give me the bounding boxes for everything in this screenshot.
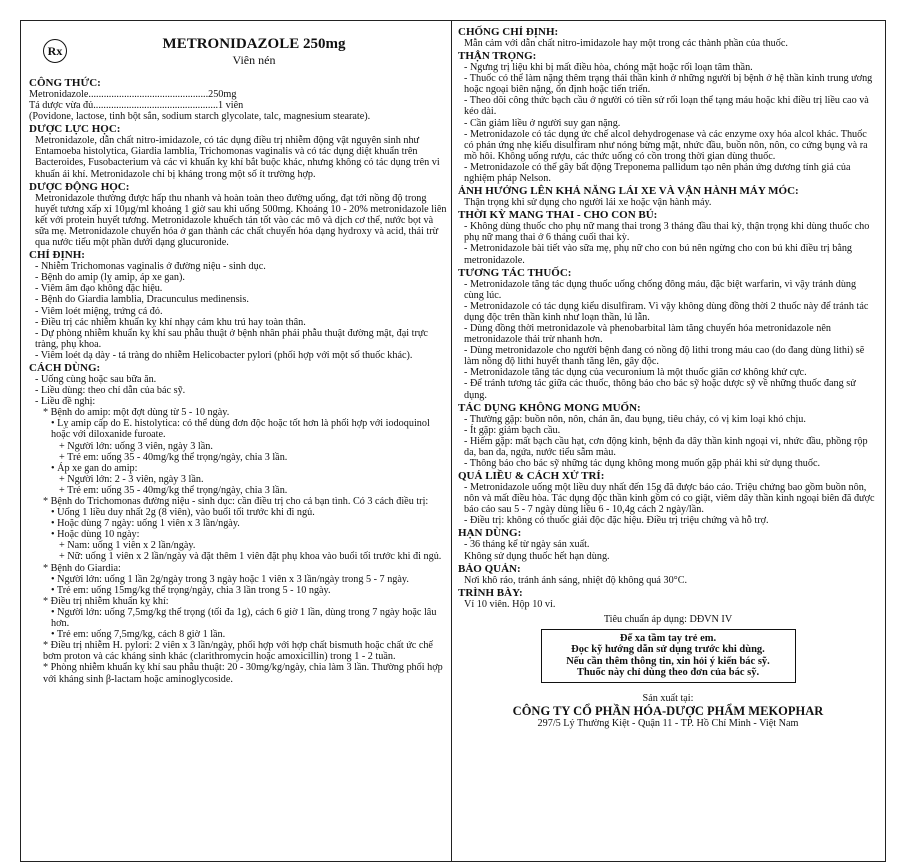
than-trong-item: - Metronidazole có tác dụng ức chế alcol dehydrogenase và các enzyme oxy hóa alcol khác. Thuốc có phản ứng nhẹ kiểu disulfiram như nóng bừng mặt, nhức đầu, buồn nôn, nôn, co cứng bụng và ra mồ hôi. Không uống rượu, các thức uống có cồn trong thời gian dùng thuốc.: [464, 128, 868, 162]
cach-dung-item: • Hoặc dùng 7 ngày: uống 1 viên x 3 lần/ngày.: [51, 518, 240, 530]
chi-dinh-item: - Bệnh do amip (lỵ amip, áp xe gan).: [35, 272, 185, 284]
chong-chi-dinh-text: Mẫn cảm với dẫn chất nitro-imidazole hay một trong các thành phần của thuốc.: [464, 38, 788, 49]
cach-dung-item: + Người lớn: uống 3 viên, ngày 3 lần.: [59, 440, 213, 452]
chi-dinh-item: - Viêm âm đạo không đặc hiệu.: [35, 283, 163, 295]
bao-quan-heading: BẢO QUẢN:: [458, 562, 521, 575]
chi-dinh-item: - Dự phòng nhiễm khuẩn kỵ khí sau phẫu thuật ở bệnh nhân phải phẫu thuật đường mật, đại trực tràng, phụ khoa.: [35, 327, 428, 350]
manufacturer-label: Sản xuất tại:: [642, 692, 694, 704]
chi-dinh-list: [29, 261, 449, 361]
chi-dinh-item: - Viêm loét miệng, trứng cá đỏ.: [35, 305, 163, 317]
anh-huong-heading: ẢNH HƯỞNG LÊN KHẢ NĂNG LÁI XE VÀ VẬN HÀNH MÁY MÓC:: [458, 185, 799, 198]
cach-dung-item: • Trẻ em: uống 7,5mg/kg, cách 8 giờ 1 lần.: [51, 629, 226, 641]
duoc-luc-hoc-text: Metronidazole, dẫn chất nitro-imidazole, có tác dụng điều trị nhiễm động vật nguyên sinh như Entamoeba histolytica, Giardia lamblia, Trichomonas vaginalis và có tác dụng diệt khuẩn trên Bacteroides, Fusobacterium và các vi khuẩn kỵ khí bắt buộc khác, nhưng không có tác dụng trên vi khuẩn ái khí. Metronidazole chỉ bị kháng trong một số ít trường hợp.: [35, 135, 440, 180]
than-trong-item: - Ngưng trị liệu khi bị mất điều hòa, chóng mặt hoặc rối loạn tâm thần.: [464, 62, 753, 74]
cach-dung-item: • Người lớn: uống 7,5mg/kg thể trọng (tối đa 1g), cách 6 giờ 1 lần, dùng trong 7 ngày hoặc lâu hơn.: [51, 606, 437, 630]
cach-dung-heading: CÁCH DÙNG:: [29, 361, 101, 374]
than-trong-item: - Metronidazole có thể gây bất động Treponema pallidum tạo nên phản ứng dương tính giả của nghiệm pháp Nelson.: [464, 161, 851, 185]
duoc-dong-hoc-text: Metronidazole thường được hấp thu nhanh và hoàn toàn theo đường uống, đạt tới nồng độ trong huyết tương xấp xỉ 10µg/ml khoảng 1 giờ sau khi uống 500mg. Khoảng 10 - 20% metronidazole liên kết với protein huyết tương. Metronidazole khuếch tán tốt vào các mô và dịch cơ thể, nước bọt và sữa mẹ. Metronidazole chuyển hóa ở gan thành các chất chuyển hóa dạng hydroxy và acid, thải trừ qua nước tiểu một phần dưới dạng glucuronide.: [35, 192, 447, 249]
cach-dung-item: • Hoặc dùng 10 ngày:: [51, 529, 140, 541]
cach-dung-item: * Bệnh do amip: một đợt dùng từ 5 - 10 ngày.: [43, 407, 230, 419]
qua-lieu-item: - Điều trị: không có thuốc giải độc đặc hiệu. Điều trị triệu chứng và hỗ trợ.: [464, 515, 769, 527]
chi-dinh-item: - Điều trị các nhiễm khuẩn kỵ khí nhạy cảm khu trú hay toàn thân.: [35, 316, 306, 328]
chi-dinh-heading: CHỈ ĐỊNH:: [29, 249, 85, 262]
tac-dung-phu-list: [458, 414, 878, 469]
tac-dung-phu-item: - Thường gặp: buồn nôn, nôn, chán ăn, đau bụng, tiêu chảy, có vị kim loại khó chịu.: [464, 413, 806, 425]
han-dung-line-1: - 36 tháng kể từ ngày sản xuất.: [464, 539, 590, 551]
thai-ky-item: - Không dùng thuốc cho phụ nữ mang thai trong 3 tháng đầu thai kỳ, thận trọng khi dùng thuốc cho phụ nữ mang thai ở 6 tháng cuối thai kỳ.: [464, 221, 870, 244]
cong-thuc-heading: CÔNG THỨC:: [29, 77, 101, 89]
cach-dung-item: - Liều đề nghị:: [35, 396, 96, 408]
tac-dung-phu-item: - Hiếm gặp: mất bạch cầu hạt, cơn động kinh, bệnh đa dây thần kinh ngoại vi, nhức đầu, phồng rộp da, ban da, ngứa, nước tiểu sẫm màu.: [464, 435, 868, 458]
cach-dung-item: - Uống cùng hoặc sau bữa ăn.: [35, 373, 157, 385]
qua-lieu-heading: QUÁ LIỀU & CÁCH XỬ TRÍ:: [458, 470, 605, 483]
cach-dung-item: + Trẻ em: uống 35 - 40mg/kg thể trọng/ngày, chia 3 lần.: [59, 451, 288, 463]
than-trong-item: - Thuốc có thể làm nặng thêm trạng thái thần kinh ở những người bị bệnh ở hệ thần kinh trung ương hoặc ngoại biên nặng, ổn định hoặc tiến triển.: [464, 73, 873, 96]
warning-box: [541, 629, 796, 683]
cach-dung-list: [29, 374, 449, 685]
column-divider: [451, 21, 452, 861]
tac-dung-phu-heading: TÁC DỤNG KHÔNG MONG MUỐN:: [458, 401, 641, 414]
tuong-tac-item: - Dùng metronidazole cho người bệnh đang có nồng độ lithi trong máu cao (do đang dùng lithi) sẽ làm nồng độ lithi huyết thanh tăng lên, gây độc.: [464, 345, 865, 368]
warning-line: Thuốc này chỉ dùng theo đơn của bác sỹ.: [576, 667, 760, 679]
duoc-dong-hoc-heading: DƯỢC ĐỘNG HỌC:: [29, 180, 130, 193]
than-trong-item: - Cần giảm liều ở người suy gan nặng.: [464, 117, 621, 129]
left-column: [29, 25, 449, 685]
cach-dung-item: + Trẻ em: uống 35 - 40mg/kg thể trọng/ngày, chia 3 lần.: [59, 484, 288, 496]
chi-dinh-item: - Viêm loét dạ dày - tá tràng do nhiễm Helicobacter pylori (phối hợp với một số thuốc khác).: [35, 349, 413, 361]
cach-dung-item: • Trẻ em: uống 15mg/kg thể trọng/ngày, chia 3 lần trong 5 - 10 ngày.: [51, 584, 331, 596]
thai-ky-item: - Metronidazole bài tiết vào sữa mẹ, phụ nữ cho con bú nên ngừng cho con bú khi điều trị bằng metronidazole.: [464, 243, 853, 266]
leaflet: [20, 20, 886, 862]
tuong-tac-item: - Để tránh tương tác giữa các thuốc, thông báo cho bác sỹ hoặc dược sỹ về những thuốc đang sử dụng.: [464, 378, 856, 401]
tuong-tac-item: - Metronidazole tăng tác dụng thuốc uống chống đông máu, đặc biệt warfarin, vì vậy tránh dùng cùng lúc.: [464, 278, 857, 301]
cach-dung-item: * Điều trị nhiễm H. pylori: 2 viên x 3 lần/ngày, phối hợp với hợp chất bismuth hoặc chất ức chế bơm proton và các kháng sinh khác (clarithromycin hoặc amoxicillin) trong 1 - 2 tuần.: [43, 640, 433, 663]
tuong-tac-item: - Metronidazole tăng tác dụng của vecuronium là một thuốc giãn cơ không khử cực.: [464, 367, 807, 379]
cach-dung-item: * Phòng nhiễm khuẩn kỵ khí sau phẫu thuật: 20 - 30mg/kg/ngày, chia làm 3 lần. Thường phối hợp với kháng sinh β-lactam hoặc aminoglycoside.: [43, 662, 443, 685]
cach-dung-item: + Người lớn: 2 - 3 viên, ngày 3 lần.: [59, 473, 204, 485]
warning-line: Nếu cần thêm thông tin, xin hỏi ý kiến bác sỹ.: [566, 655, 770, 667]
warning-line: Đọc kỹ hướng dẫn sử dụng trước khi dùng.: [571, 644, 765, 656]
han-dung-line-2: Không sử dụng thuốc hết hạn dùng.: [464, 550, 610, 562]
cach-dung-item: * Bệnh do Trichomonas đường niệu - sinh dục: cần điều trị cho cả bạn tình. Có 3 cách điều trị:: [43, 496, 429, 507]
than-trong-list: [458, 62, 878, 184]
tuong-tac-item: - Metronidazole có tác dụng kiểu disulfiram. Vì vậy không dùng đồng thời 2 thuốc này để tránh tác dụng độc trên thần kinh như loạn thần, lú lẫn.: [464, 300, 869, 323]
cach-dung-item: • Áp xe gan do amip:: [51, 462, 138, 474]
tuong-tac-heading: TƯƠNG TÁC THUỐC:: [458, 266, 572, 279]
trinh-bay-heading: TRÌNH BÀY:: [458, 586, 523, 599]
warning-line: Để xa tầm tay trẻ em.: [619, 632, 717, 644]
thai-ky-list: [458, 221, 878, 265]
manufacturer-company: CÔNG TY CỔ PHẦN HÓA-DƯỢC PHẨM MEKOPHAR: [512, 704, 824, 719]
trinh-bay-text: Vỉ 10 viên. Hộp 10 vỉ.: [464, 598, 556, 610]
rx-icon: Rx: [43, 39, 67, 63]
than-trong-heading: THẬN TRỌNG:: [458, 50, 537, 63]
manufacturer-address: 297/5 Lý Thường Kiệt - Quận 11 - TP. Hồ Chí Minh - Việt Nam: [537, 718, 799, 730]
cach-dung-item: • Uống 1 liều duy nhất 2g (8 viên), vào buổi tối trước khi đi ngủ.: [51, 507, 315, 519]
qua-lieu-item: - Metronidazole uống một liều duy nhất đến 15g đã được báo cáo. Triệu chứng bao gồm buồn nôn, nôn và mất điều hòa. Tác dụng độc thần kinh gồm có co giật, viêm dây thần kinh ngoại biên đã được báo cáo sau 5 - 7 ngày dùng liều 6 - 10,4g cách 2 ngày/lần.: [464, 482, 875, 516]
than-trong-item: - Theo dõi công thức bạch cầu ở người có tiền sử rối loạn thể tạng máu hoặc khi điều trị liều cao và kéo dài.: [464, 95, 869, 118]
cach-dung-item: - Liều dùng: theo chỉ dẫn của bác sỹ.: [35, 385, 186, 397]
formula-line-1: Metronidazole ............................................... 250mg: [29, 89, 237, 100]
qua-lieu-list: [458, 482, 878, 526]
thai-ky-heading: THỜI KỲ MANG THAI - CHO CON BÚ:: [458, 209, 658, 222]
standard: Tiêu chuẩn áp dụng: DĐVN IV: [603, 613, 733, 625]
chi-dinh-item: - Bệnh do Giardia lamblia, Dracunculus medinensis.: [35, 294, 249, 306]
han-dung-heading: HẠN DÙNG:: [458, 527, 522, 540]
cach-dung-item: * Điều trị nhiễm khuẩn kỵ khí:: [43, 595, 169, 607]
tac-dung-phu-item: - Thông báo cho bác sỹ những tác dụng không mong muốn gặp phải khi sử dụng thuốc.: [464, 458, 821, 469]
product-title: METRONIDAZOLE 250mg: [162, 36, 346, 52]
tac-dung-phu-item: - Ít gặp: giảm bạch cầu.: [464, 424, 561, 436]
cach-dung-item: + Nữ: uống 1 viên x 2 lần/ngày và đặt thêm 1 viên đặt phụ khoa vào buổi tối trước khi đi ngủ.: [59, 551, 442, 563]
tuong-tac-item: - Dùng đồng thời metronidazole và phenobarbital làm tăng chuyển hóa metronidazole nên metronidazole thải trừ nhanh hơn.: [464, 322, 831, 346]
excipients: (Povidone, lactose, tinh bột sắn, sodium starch glycolate, talc, magnesium stearate).: [29, 111, 371, 123]
cach-dung-item: • Người lớn: uống 1 lần 2g/ngày trong 3 ngày hoặc 1 viên x 3 lần/ngày trong 5 - 7 ngày.: [51, 573, 409, 585]
right-column: [458, 25, 878, 729]
formula-line-2: Tá dược vừa đủ ................................................. 1 viên: [29, 100, 244, 112]
chong-chi-dinh-heading: CHỐNG CHỈ ĐỊNH:: [458, 26, 559, 38]
chi-dinh-item: - Nhiễm Trichomonas vaginalis ở đường niệu - sinh dục.: [35, 261, 266, 273]
tuong-tac-list: [458, 279, 878, 401]
product-form: Viên nén: [232, 53, 276, 67]
cach-dung-item: • Lỵ amip cấp do E. histolytica: có thể dùng đơn độc hoặc tốt hơn là phối hợp với iodoquinol hoặc với diloxanide furoate.: [51, 418, 430, 441]
cach-dung-item: * Bệnh do Giardia:: [43, 562, 121, 574]
duoc-luc-hoc-heading: DƯỢC LỰC HỌC:: [29, 123, 121, 136]
anh-huong-text: Thận trọng khi sử dụng cho người lái xe hoặc vận hành máy.: [464, 197, 712, 209]
cach-dung-item: + Nam: uống 1 viên x 2 lần/ngày.: [59, 540, 196, 552]
bao-quan-text: Nơi khô ráo, tránh ánh sáng, nhiệt độ không quá 30°C.: [464, 574, 688, 586]
